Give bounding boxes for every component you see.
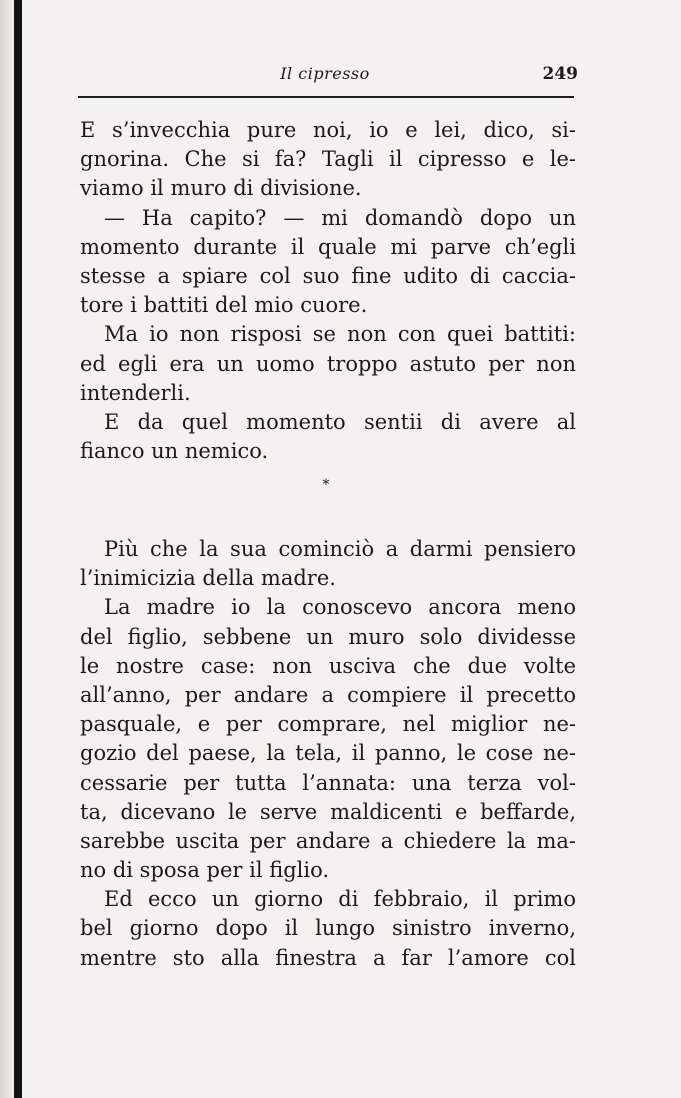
text-line: Ed ecco un giorno di febbraio, il primo [104, 887, 576, 912]
text-line: mentre sto alla finestra a far l’amore col [80, 945, 576, 970]
text-line: Ma io non risposi se non con quei battiti: [104, 322, 576, 347]
text-line: le nostre case: non usciva che due volte [80, 653, 576, 678]
text-line: no di sposa per il figlio. [80, 858, 330, 883]
text-line: gozio del paese, la tela, il panno, le cose ne- [80, 741, 576, 766]
text-line: ta, dicevano le serve maldicenti e beffarde, [80, 799, 576, 824]
text-line: cessarie per tutta l’annata: una terza vol- [80, 770, 576, 795]
text-line: gnorina. Che si fa? Tagli il cipresso e le- [80, 147, 576, 172]
binding-edge [14, 0, 22, 1098]
text-line: E s’invecchia pure noi, io e lei, dico, si- [80, 118, 576, 142]
text-line: viamo il muro di divisione. [80, 176, 362, 201]
text-line: intenderli. [80, 380, 191, 405]
text-line: E da quel momento sentii di avere al [104, 409, 576, 434]
gutter-shadow [0, 0, 14, 1098]
text-line: all’anno, per andare a compiere il precetto [80, 682, 576, 707]
text-line: stesse a spiare col suo fine udito di caccia- [80, 263, 576, 288]
text-line: tore i battiti del mio cuore. [80, 293, 368, 318]
text-line: sarebbe uscita per andare a chiedere la ma- [80, 828, 576, 853]
paragraph-block-one [80, 116, 576, 466]
text-line: l’inimicizia della madre. [80, 566, 336, 591]
paragraph-block-two [80, 535, 576, 973]
page-number: 249 [542, 64, 578, 84]
text-line: pasquale, e per comprare, nel miglior ne- [80, 712, 576, 737]
text-line: fianco un nemico. [80, 439, 269, 464]
page-header [80, 62, 578, 88]
text-line: Più che la sua cominciò a darmi pensiero [104, 537, 576, 561]
header-rule [78, 96, 574, 98]
running-title: Il cipresso [280, 64, 370, 83]
text-line: — Ha capito? — mi domandò dopo un [104, 205, 576, 230]
section-break-asterisk: * [322, 477, 330, 493]
text-line: momento durante il quale mi parve ch’egli [80, 234, 576, 259]
text-line: del figlio, sebbene un muro solo dividesse [80, 624, 576, 649]
text-line: La madre io la conoscevo ancora meno [104, 595, 576, 620]
text-line: ed egli era un uomo troppo astuto per non [80, 351, 576, 376]
text-line: bel giorno dopo il lungo sinistro inverno, [80, 916, 576, 941]
